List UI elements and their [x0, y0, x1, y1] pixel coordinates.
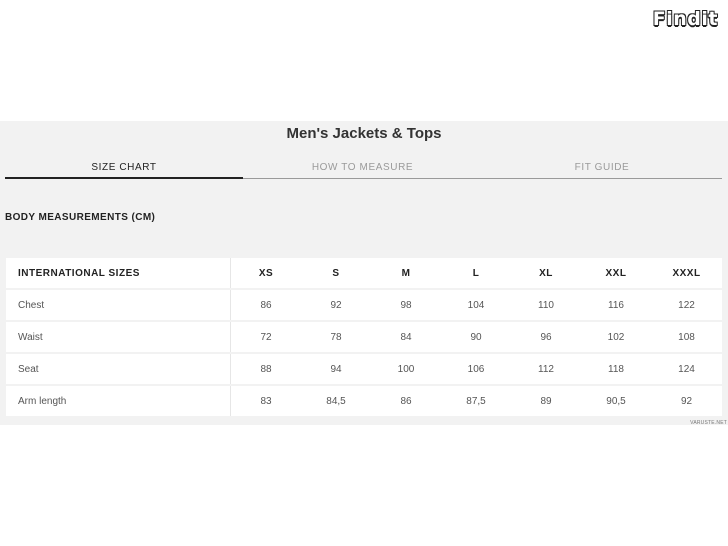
column-header-size: M	[371, 258, 441, 288]
table-row	[6, 354, 722, 384]
table-header-row	[6, 258, 722, 288]
table-cell: 84	[371, 322, 441, 352]
column-header-size: S	[301, 258, 371, 288]
table-cell: 108	[651, 322, 722, 352]
table-cell: 122	[651, 290, 722, 320]
row-label: Seat	[6, 354, 231, 384]
table-cell: 88	[231, 354, 301, 384]
column-header-size: XXL	[581, 258, 651, 288]
table-cell: 98	[371, 290, 441, 320]
page-title: Men's Jackets & Tops	[286, 125, 442, 142]
table-cell: 118	[581, 354, 651, 384]
table-cell: 104	[441, 290, 511, 320]
table-cell: 78	[301, 322, 371, 352]
column-header-size: XL	[511, 258, 581, 288]
tab-how-to-measure[interactable]: HOW TO MEASURE	[243, 159, 482, 179]
size-table	[6, 256, 722, 418]
table-cell: 124	[651, 354, 722, 384]
section-heading: BODY MEASUREMENTS (CM)	[5, 212, 156, 223]
column-header-size: L	[441, 258, 511, 288]
table-cell: 112	[511, 354, 581, 384]
table-cell: 94	[301, 354, 371, 384]
table-cell: 86	[231, 290, 301, 320]
table-cell: 110	[511, 290, 581, 320]
table-cell: 89	[511, 386, 581, 416]
table-cell: 102	[581, 322, 651, 352]
column-header-size: XS	[231, 258, 301, 288]
table-row	[6, 322, 722, 352]
table-cell: 92	[301, 290, 371, 320]
watermark: VARUSTE.NET	[690, 420, 727, 426]
table-row	[6, 386, 722, 416]
row-label: Waist	[6, 322, 231, 352]
table-cell: 116	[581, 290, 651, 320]
size-guide-panel	[0, 121, 728, 425]
table-cell: 106	[441, 354, 511, 384]
table-cell: 100	[371, 354, 441, 384]
table-cell: 87,5	[441, 386, 511, 416]
tab-bar	[5, 159, 722, 180]
table-cell: 72	[231, 322, 301, 352]
row-label: Chest	[6, 290, 231, 320]
table-cell: 84,5	[301, 386, 371, 416]
table-cell: 96	[511, 322, 581, 352]
table-cell: 83	[231, 386, 301, 416]
table-cell: 90	[441, 322, 511, 352]
table-row	[6, 290, 722, 320]
column-header-size: XXXL	[651, 258, 722, 288]
table-cell: 92	[651, 386, 722, 416]
column-header-international-sizes: INTERNATIONAL SIZES	[6, 258, 231, 288]
row-label: Arm length	[6, 386, 231, 416]
tab-fit-guide[interactable]: FIT GUIDE	[482, 159, 722, 179]
table-cell: 86	[371, 386, 441, 416]
tab-size-chart[interactable]: SIZE CHART	[5, 159, 243, 179]
findit-logo: Findit	[652, 8, 718, 30]
table-cell: 90,5	[581, 386, 651, 416]
